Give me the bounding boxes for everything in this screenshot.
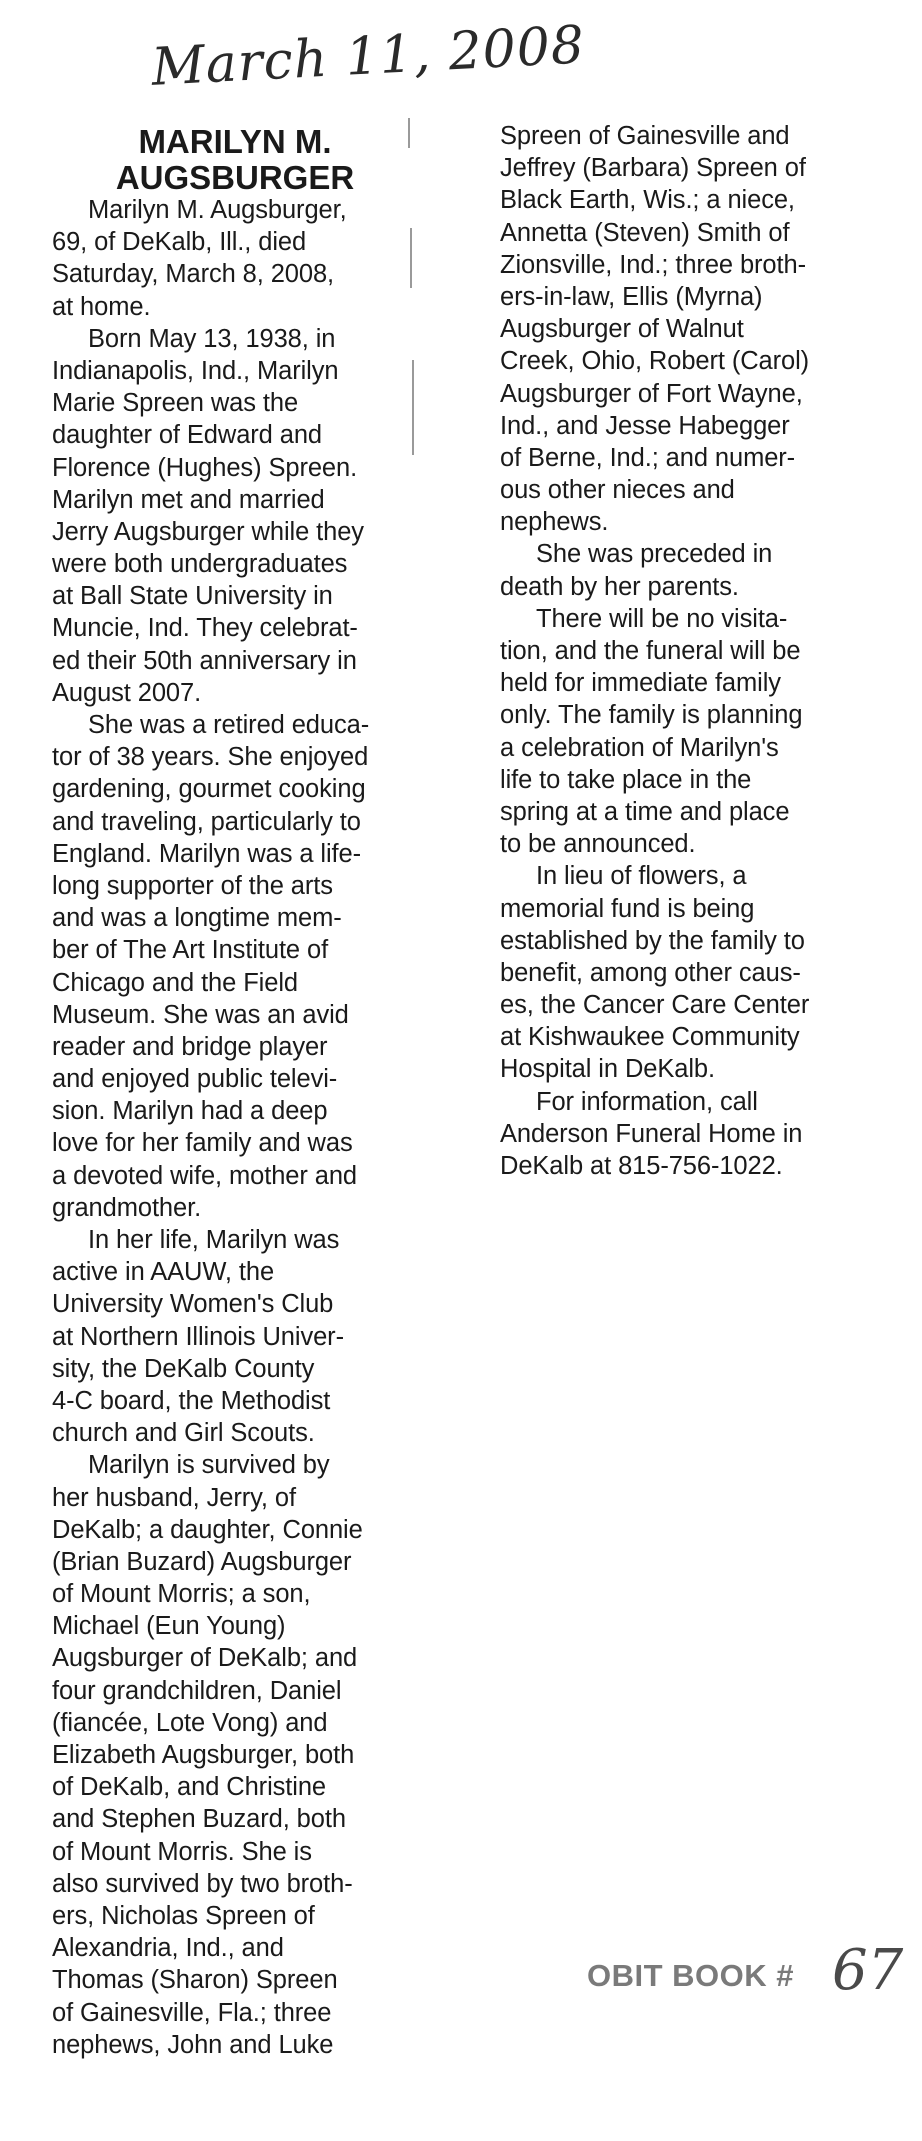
obituary-text-line: There will be no visita- (536, 604, 788, 633)
obituary-text-line: of DeKalb, and Christine (52, 1773, 327, 1802)
obituary-text-line: also survived by two broth- (52, 1869, 353, 1898)
obituary-text-line: Indianapolis, Ind., Marilyn (52, 356, 339, 385)
obituary-text-line: of Mount Morris. She is (52, 1837, 312, 1866)
obituary-text-line: August 2007. (52, 678, 202, 707)
obituary-text-line: DeKalb at 815-756-1022. (500, 1152, 783, 1180)
obituary-text-line: Museum. She was an avid (52, 1000, 349, 1029)
obituary-text-line: 4-C board, the Methodist (52, 1386, 331, 1415)
obituary-text-line: 69, of DeKalb, Ill., died (52, 228, 307, 257)
obituary-text-line: nephews. (500, 508, 609, 537)
obituary-text-line: nephews, John and Luke (52, 2030, 334, 2059)
obituary-text-line: Zionsville, Ind.; three broth- (500, 250, 806, 279)
obituary-text-line: were both undergraduates (52, 550, 348, 579)
obituary-text-line: active in AAUW, the (52, 1258, 275, 1287)
obituary-text-line: Ind., and Jesse Habegger (500, 411, 790, 440)
handwritten-date: March 11, 2008 (150, 15, 587, 98)
obituary-text-line: Black Earth, Wis.; a niece, (500, 186, 795, 215)
obituary-text-line: Augsburger of Walnut (500, 315, 744, 344)
obituary-text-line: grandmother. (52, 1193, 202, 1222)
obituary-text-line: Michael (Eun Young) (52, 1612, 286, 1641)
obituary-text-line: daughter of Edward and (52, 421, 322, 450)
obituary-text-line: only. The family is planning (500, 701, 803, 730)
obituary-text-line: Born May 13, 1938, in (88, 324, 336, 353)
headline-surname: AUGSBURGER (115, 159, 355, 196)
obituary-text-line: four grandchildren, Daniel (52, 1676, 342, 1705)
obituary-text-line: long supporter of the arts (52, 871, 333, 900)
obituary-text-line: es, the Cancer Care Center (500, 991, 810, 1020)
obituary-text-line: and traveling, particularly to (52, 807, 361, 836)
obituary-text-line: ers, Nicholas Spreen of (52, 1901, 315, 1930)
obituary-text-line: In lieu of flowers, a (536, 862, 747, 891)
obituary-text-line: ber of The Art Institute of (52, 936, 329, 965)
obituary-text-line: of Mount Morris; a son, (52, 1580, 311, 1609)
obituary-text-line: reader and bridge player (52, 1032, 328, 1061)
obituary-text-line: of Gainesville, Fla.; three (52, 1998, 332, 2027)
obituary-headline (85, 124, 385, 196)
obituary-text-line: death by her parents. (500, 572, 739, 601)
obituary-text-line: benefit, among other caus- (500, 958, 801, 987)
obituary-text-line: ed their 50th anniversary in (52, 646, 357, 675)
obituary-text-line: Augsburger of Fort Wayne, (500, 379, 803, 408)
obituary-text-line: Chicago and the Field (52, 968, 298, 997)
obituary-text-line: and enjoyed public televi- (52, 1065, 338, 1094)
obituary-text-line: and was a longtime mem- (52, 904, 342, 933)
obituary-text-line: Spreen of Gainesville and (500, 122, 790, 150)
obituary-text-line: held for immediate family (500, 669, 781, 698)
obituary-text-line: Thomas (Sharon) Spreen (52, 1966, 338, 1995)
obituary-text-line: England. Marilyn was a life- (52, 839, 362, 868)
obit-book-stamp: OBIT BOOK # (587, 1958, 795, 1993)
obituary-text-line: Elizabeth Augsburger, both (52, 1741, 355, 1769)
obituary-text-line: University Women's Club (52, 1290, 334, 1319)
obituary-text-line: tor of 38 years. She enjoyed (52, 743, 369, 772)
obituary-column-left (52, 194, 414, 2061)
obituary-text-line: Marilyn is survived by (88, 1451, 330, 1480)
obit-book-number: 67 (832, 1938, 904, 2003)
obituary-text-line: Alexandria, Ind., and (52, 1934, 284, 1963)
obituary-text-line: For information, call (536, 1087, 758, 1116)
obituary-text-line: She was a retired educa- (88, 711, 370, 739)
obituary-text-line: memorial fund is being (500, 894, 755, 923)
obituary-text-line: a celebration of Marilyn's (500, 733, 779, 762)
obituary-text-line: Muncie, Ind. They celebrat- (52, 614, 358, 643)
obituary-text-line: DeKalb; a daughter, Connie (52, 1515, 363, 1544)
obituary-text-line: ers-in-law, Ellis (Myrna) (500, 282, 763, 311)
obituary-text-line: to be announced. (500, 830, 696, 859)
obituary-text-line: Jerry Augsburger while they (52, 517, 364, 546)
obituary-text-line: (Brian Buzard) Augsburger (52, 1547, 352, 1576)
obituary-text-line: tion, and the funeral will be (500, 637, 801, 665)
obituary-text-line: life to take place in the (500, 765, 752, 794)
obituary-text-line: She was preceded in (536, 540, 773, 569)
headline-name: MARILYN M. (138, 123, 332, 160)
obituary-text-line: a devoted wife, mother and (52, 1161, 358, 1190)
obituary-text-line: at home. (52, 292, 151, 321)
obituary-text-line: In her life, Marilyn was (88, 1226, 340, 1254)
obituary-text-line: Annetta (Steven) Smith of (500, 218, 790, 247)
obituary-text-line: her husband, Jerry, of (52, 1483, 296, 1512)
obituary-text-line: Marilyn met and married (52, 485, 325, 514)
obituary-text-line: love for her family and was (52, 1129, 353, 1158)
obituary-text-line: of Berne, Ind.; and numer- (500, 443, 796, 472)
obituary-text-line: Jeffrey (Barbara) Spreen of (500, 154, 806, 183)
obituary-text-line: at Kishwaukee Community (500, 1023, 800, 1052)
obituary-column-right (500, 120, 860, 1182)
obituary-text-line: Florence (Hughes) Spreen. (52, 453, 358, 482)
obituary-text-line: Marie Spreen was the (52, 389, 299, 418)
obituary-text-line: established by the family to (500, 926, 805, 955)
obituary-text-line: Augsburger of DeKalb; and (52, 1644, 358, 1673)
obituary-text-line: ous other nieces and (500, 476, 735, 505)
obituary-text-line: at Northern Illinois Univer- (52, 1322, 344, 1351)
obituary-text-line: gardening, gourmet cooking (52, 775, 366, 804)
obituary-text-line: sion. Marilyn had a deep (52, 1097, 328, 1126)
obituary-text-line: at Ball State University in (52, 582, 333, 611)
obituary-text-line: Hospital in DeKalb. (500, 1055, 715, 1084)
obituary-text-line: and Stephen Buzard, both (52, 1805, 346, 1834)
obituary-text-line: church and Girl Scouts. (52, 1419, 315, 1448)
obituary-text-line: (fiancée, Lote Vong) and (52, 1708, 328, 1737)
clipping-edge-mark (408, 118, 410, 148)
obituary-text-line: Anderson Funeral Home in (500, 1119, 803, 1148)
obituary-text-line: sity, the DeKalb County (52, 1354, 315, 1383)
obituary-text-line: Marilyn M. Augsburger, (88, 196, 347, 224)
obituary-text-line: Creek, Ohio, Robert (Carol) (500, 347, 810, 376)
obituary-text-line: spring at a time and place (500, 797, 790, 826)
obituary-text-line: Saturday, March 8, 2008, (52, 260, 335, 289)
